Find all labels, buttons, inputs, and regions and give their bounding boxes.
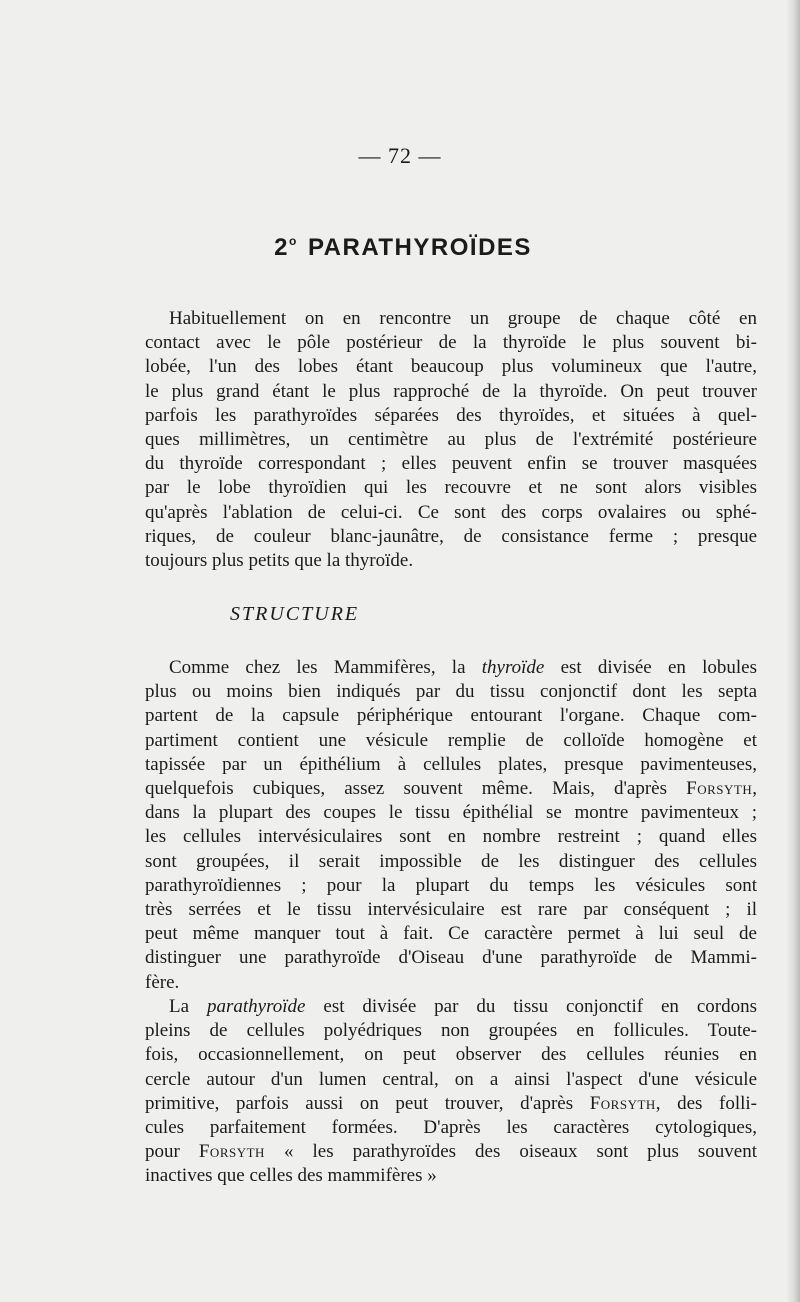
paragraph-line: sont groupées, il serait impossible de les distinguer des cellules	[145, 850, 757, 872]
text-fragment: est divisée en lobules	[544, 657, 757, 678]
text-fragment: , des folli-	[655, 1092, 757, 1114]
paragraph-line: plus ou moins bien indiqués par du tissu conjonctif dont les septa	[145, 681, 757, 703]
author-name: Forsyth	[589, 1092, 656, 1114]
paragraph-line	[145, 656, 757, 680]
paragraph-line: du thyroïde correspondant ; elles peuvent enfin se trouver masquées	[145, 453, 757, 475]
text-fragment: est divisée par du tissu conjonctif en cordons	[305, 996, 757, 1017]
section-number: 2	[274, 234, 289, 261]
paragraph-line: très serrées et le tissu intervésiculaire est rare par conséquent ; il	[145, 899, 757, 921]
text-fragment: pour	[145, 1141, 199, 1163]
paragraph-line: qu'après l'ablation de celui-ci. Ce sont des corps ovalaires ou sphé-	[145, 501, 757, 523]
paragraph-line: Habituellement on en rencontre un groupe de chaque côté en	[169, 308, 757, 329]
text-fragment: « les parathyroïdes des oiseaux sont plus souvent	[264, 1141, 757, 1163]
text-fragment: quelquefois cubiques, assez souvent même. Mais, d'après	[145, 778, 687, 800]
section-title-text: PARATHYROÏDES	[307, 234, 532, 261]
paragraph-line: peut même manquer tout à fait. Ce caractère permet à lui seul de	[145, 923, 757, 945]
paragraph-line	[145, 1140, 757, 1164]
text-fragment: primitive, parfois aussi on peut trouver, d'après	[145, 1092, 590, 1114]
paragraph-line	[145, 777, 757, 801]
paragraph-line: pleins de cellules polyédriques non groupées en follicules. Toute-	[145, 1020, 757, 1042]
italic-term-parathyroide: parathyroïde	[206, 996, 306, 1017]
paragraph-line: riques, de couleur blanc-jaunâtre, de consistance ferme ; presque	[145, 525, 757, 547]
paragraph-structure-thyroid	[145, 656, 757, 995]
paragraph-line	[145, 995, 757, 1019]
paragraph-line: fère.	[145, 971, 180, 993]
paragraph-line: les cellules intervésiculaires sont en nombre restreint ; quand elles	[145, 826, 757, 848]
author-name: Forsyth	[198, 1141, 265, 1163]
italic-term-thyroide: thyroïde	[481, 657, 545, 678]
paragraph-line: parfois les parathyroïdes séparées des thyroïdes, et situées à quel-	[145, 404, 757, 426]
text-fragment: Comme chez les Mammifères, la	[169, 657, 482, 678]
paragraph-line: tapissée par un épithélium à cellules plates, presque pavimenteuses,	[145, 753, 757, 775]
paragraph-line	[145, 1092, 757, 1116]
subheading-structure: STRUCTURE	[230, 603, 360, 625]
paragraph-line: par le lobe thyroïdien qui les recouvre et ne sont alors visibles	[145, 477, 757, 499]
paragraph-line: cules parfaitement formées. D'après les caractères cytologiques,	[145, 1117, 757, 1139]
paragraph-line: lobée, l'un des lobes étant beaucoup plus volumineux que l'autre,	[145, 356, 757, 378]
paragraph-line: dans la plupart des coupes le tissu épithélial se montre pavimenteux ;	[145, 802, 757, 824]
page-edge-shadow	[786, 0, 800, 1302]
paragraph-line: cercle autour d'un lumen central, on a ainsi l'aspect d'une vésicule	[145, 1068, 757, 1090]
paragraph-line: distinguer une parathyroïde d'Oiseau d'une parathyroïde de Mammi-	[145, 947, 757, 969]
paragraph-line: le plus grand étant le plus rapproché de la thyroïde. On peut trouver	[145, 380, 757, 402]
paragraph-structure-parathyroid	[145, 995, 757, 1189]
paragraph-line: toujours plus petits que la thyroïde.	[145, 550, 414, 572]
paragraph-line: partiment contient une vésicule remplie de colloïde homogène et	[145, 729, 757, 751]
paragraph-line: contact avec le pôle postérieur de la thyroïde le plus souvent bi-	[145, 332, 757, 354]
paragraph-line: partent de la capsule périphérique entourant l'organe. Chaque com-	[145, 705, 757, 727]
text-fragment: ,	[752, 778, 757, 800]
section-number-mark: o	[288, 234, 298, 248]
page-number: — 72 —	[358, 143, 442, 168]
paragraph-line: parathyroïdiennes ; pour la plupart du temps les vésicules sont	[145, 874, 757, 896]
section-title	[0, 234, 800, 262]
paragraph-line: fois, occasionnellement, on peut observer des cellules réunies en	[145, 1044, 757, 1066]
author-name: Forsyth	[686, 778, 753, 800]
text-fragment: La	[169, 996, 207, 1017]
paragraph-line: inactives que celles des mammifères »	[145, 1165, 437, 1187]
paragraph-line: ques millimètres, un centimètre au plus de l'extrémité postérieure	[145, 429, 757, 451]
paragraph-intro	[145, 307, 757, 573]
